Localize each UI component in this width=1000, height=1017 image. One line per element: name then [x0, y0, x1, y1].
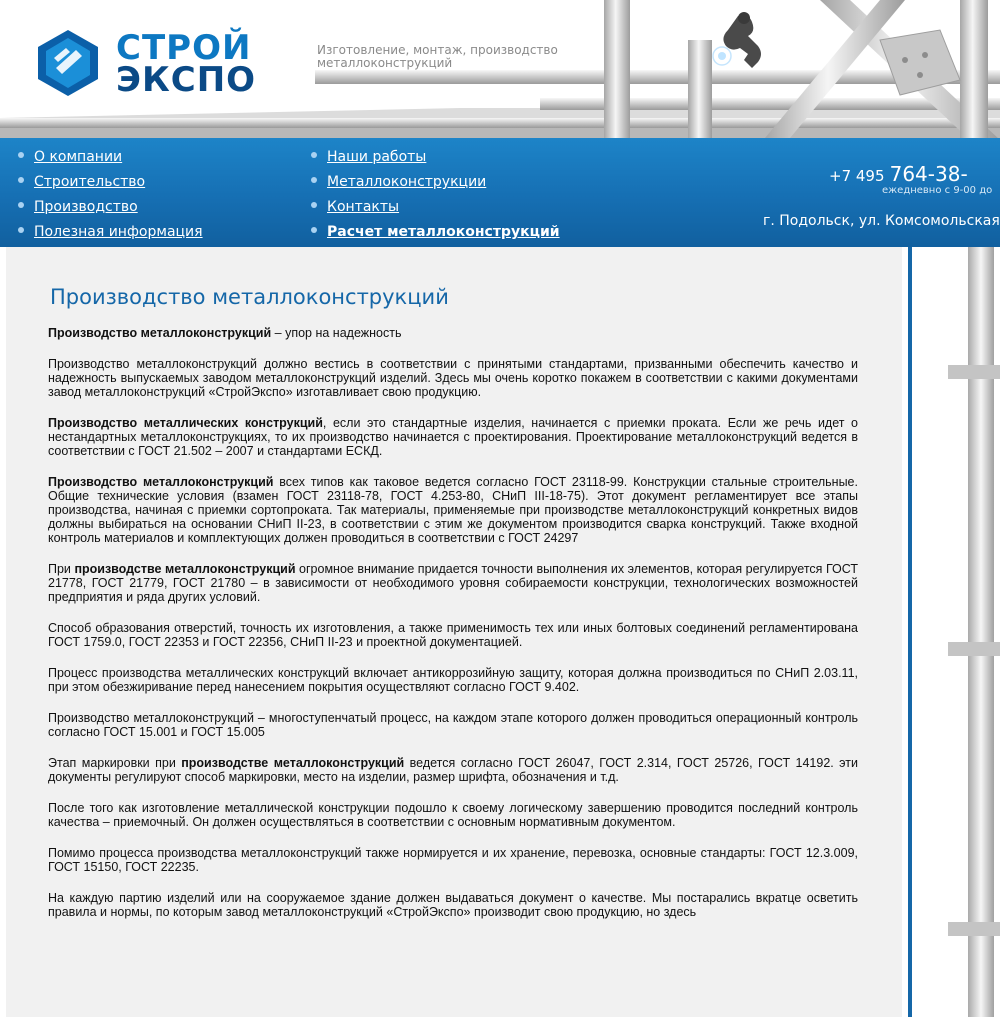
side-truss: [908, 247, 1000, 1017]
paragraph-bold: производстве металлоконструкций: [181, 756, 405, 770]
nav-link-construction[interactable]: Строительство: [34, 174, 146, 190]
article-paragraph: [48, 562, 858, 604]
nav-link-our-works[interactable]: Наши работы: [327, 149, 427, 165]
nav-column-left: [18, 149, 203, 247]
nav-item-calculation[interactable]: [311, 224, 560, 247]
main-navigation: [0, 138, 1000, 247]
main-area: [0, 247, 908, 1017]
content-panel: [6, 247, 902, 1017]
nav-column-right: [311, 149, 560, 247]
paragraph-bold: Производство металлоконструкций: [48, 326, 272, 340]
paragraph-text: Процесс производства металлических конструкций включает антикоррозийную защиту, которая должна производиться по СНиП 2.03.11, при этом обезжиривание перед нанесением покрытия осуществляют согласно ГОСТ 9.402.: [48, 666, 858, 694]
address: г. Подольск, ул. Комсомольская: [763, 213, 1000, 229]
article-paragraph: [48, 416, 858, 458]
page-title: Производство металлоконструкций: [50, 285, 449, 309]
article-paragraph: [48, 756, 858, 784]
paragraph-text: Помимо процесса производства металлоконструкций также нормируется и их хранение, перевозка, основные стандарты: ГОСТ 12.3.009, ГОСТ 15150, ГОСТ 22235.: [48, 846, 858, 874]
brand-line2: ЭКСПО: [116, 60, 257, 100]
bullet-icon: [311, 152, 317, 158]
phone-number[interactable]: [829, 162, 968, 186]
article-paragraph: [48, 801, 858, 829]
paragraph-text: После того как изготовление металлической конструкции подошло к своему логическому завершению проводится последний контроль качества – приемочный. Он должен осуществляться в соответствии с основным нормативным документом.: [48, 801, 858, 829]
nav-item-useful-info[interactable]: [18, 224, 203, 247]
bullet-icon: [18, 227, 24, 233]
nav-item-construction[interactable]: [18, 174, 203, 199]
phone-main: 764-38-: [889, 162, 968, 186]
paragraph-bold: Производство металлоконструкций: [48, 475, 274, 489]
nav-link-calculation[interactable]: Расчет металлоконструкций: [327, 224, 560, 240]
right-decoration: [908, 247, 1000, 1017]
nav-item-about[interactable]: [18, 149, 203, 174]
paragraph-text: огромное внимание придается точности выполнения их элементов, которая регулируется ГОСТ 21778, ГОСТ 21779, ГОСТ 21780 – в зависимости от необходимого уровня собираемости конструкции, технологических возможностей предприятия и ряда других условий.: [48, 562, 858, 604]
paragraph-text: , если это стандартные изделия, начинается с приемки проката. Если же речь идет о нестандартных металлоконструкциях, то их производство начинается с проектирования. Проектирование металлоконструкций ведется в соответствии с ГОСТ 21.502 – 2007 и стандартами ЕСКД.: [48, 416, 858, 458]
bullet-icon: [311, 202, 317, 208]
working-hours: ежедневно с 9-00 до: [882, 185, 993, 196]
bullet-icon: [18, 202, 24, 208]
paragraph-lead: Этап маркировки при: [48, 756, 182, 770]
paragraph-text: всех типов как таковое ведется согласно ГОСТ 23118-99. Конструкции стальные строительные. Общие технические условия (взамен ГОСТ 23118-78, ГОСТ 4.253-80, СНиП III-18-75). Этот документ регламентирует все этапы производства, начиная с приемки сортопроката. Так материалы, применяемые при производстве металлоконструкций конкретных видов должны выбираться на основании СНиП II-23, в соответствии с этим же документом производится сварка конструкций. Также входной контроль материалов и комплектующих должен проводиться в соответствии с ГОСТ 24297: [48, 475, 858, 545]
paragraph-text: ведется согласно ГОСТ 26047, ГОСТ 2.314, ГОСТ 25726, ГОСТ 14192. эти документы регулируют способ маркировки, место на изделии, размер шрифта, обозначения и т.д.: [48, 756, 858, 784]
logo-icon: [36, 28, 100, 98]
tagline: Изготовление, монтаж, производство металлоконструкций: [317, 43, 558, 70]
nav-item-our-works[interactable]: [311, 149, 560, 174]
paragraph-bold: производстве металлоконструкций: [74, 562, 296, 576]
article-paragraph: [48, 711, 858, 739]
welder-icon: [708, 10, 768, 72]
paragraph-text: Способ образования отверстий, точность их изготовления, а также применимость тех или иных болтовых соединений регламентирована ГОСТ 1759.0, ГОСТ 22353 и ГОСТ 22356, СНиП II-23 и проектной документацией.: [48, 621, 858, 649]
article-paragraph: [48, 326, 858, 340]
nav-link-metal-structures[interactable]: Металлоконструкции: [327, 174, 487, 190]
paragraph-text: Производство металлоконструкций – многоступенчатый процесс, на каждом этапе которого должен проводиться операционный контроль согласно ГОСТ 15.001 и ГОСТ 15.005: [48, 711, 858, 739]
brand-name[interactable]: [116, 28, 257, 100]
paragraph-bold: Производство металлических конструкций: [48, 416, 323, 430]
nav-link-about[interactable]: О компании: [34, 149, 123, 165]
nav-link-production[interactable]: Производство: [34, 199, 138, 215]
article-paragraph: [48, 891, 858, 919]
header: [0, 0, 1000, 138]
paragraph-text: Производство металлоконструкций должно вестись в соответствии с принятыми стандартами, призванными обеспечить качество и надежность выпускаемых заводом металлоконструкций изделий. Здесь мы очень коротко покажем в соответствии с какими документами завод металлоконструкций «СтройЭкспо» изготавливает свою продукцию.: [48, 357, 858, 399]
nav-item-production[interactable]: [18, 199, 203, 224]
phone-code: +7 495: [829, 167, 885, 185]
article-paragraph: [48, 475, 858, 545]
nav-item-contacts[interactable]: [311, 199, 560, 224]
article-paragraph: [48, 846, 858, 874]
nav-item-metal-structures[interactable]: [311, 174, 560, 199]
bullet-icon: [311, 177, 317, 183]
bullet-icon: [18, 177, 24, 183]
paragraph-text: – упор на надежность: [271, 326, 402, 340]
bullet-icon: [18, 152, 24, 158]
nav-link-useful-info[interactable]: Полезная информация: [34, 224, 203, 240]
bullet-icon: [311, 227, 317, 233]
nav-link-contacts[interactable]: Контакты: [327, 199, 400, 215]
brand-line1: СТРОЙ: [116, 28, 252, 68]
paragraph-text: На каждую партию изделий или на сооружаемое здание должен выдаваться документ о качестве. Мы постарались вкратце осветить правила и нормы, по которым завод металлоконструкций «СтройЭкспо» производит свою продукцию, но здесь: [48, 891, 858, 919]
article-paragraph: [48, 666, 858, 694]
article-text: [48, 326, 858, 936]
article-paragraph: [48, 357, 858, 399]
article-paragraph: [48, 621, 858, 649]
paragraph-lead: При: [48, 562, 75, 576]
